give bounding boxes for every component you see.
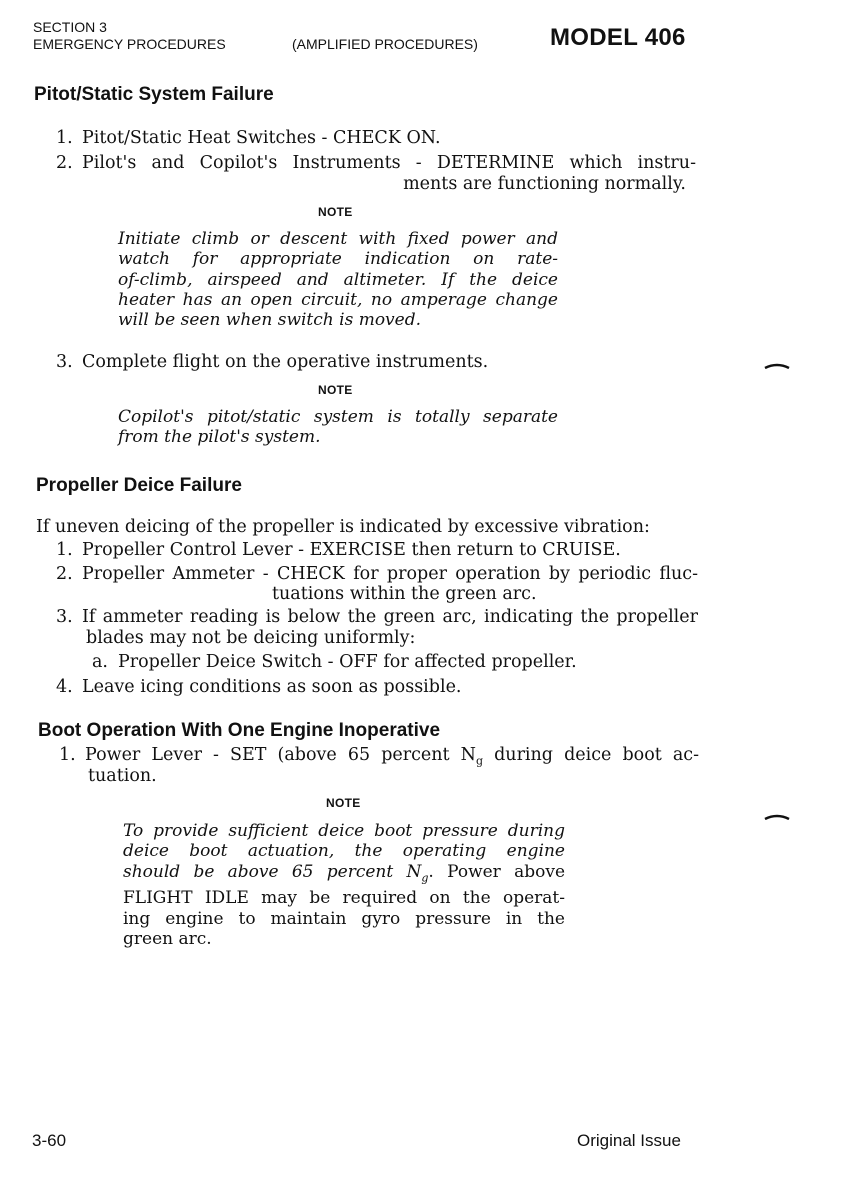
note-line bbox=[123, 862, 565, 889]
step-number: 2. bbox=[56, 153, 73, 173]
note-line: green arc. bbox=[123, 928, 212, 949]
step-text: Power Lever - SET (above 65 percent N bbox=[85, 745, 476, 765]
step-text: Pilot's and Copilot's Instruments - DETERMINE which instru- bbox=[82, 153, 696, 173]
note-line: Initiate climb or descent with fixed power and bbox=[118, 229, 558, 249]
boot-note bbox=[123, 821, 565, 949]
page-number: 3-60 bbox=[32, 1131, 67, 1150]
step-number: 1. bbox=[56, 128, 73, 148]
step-number: 4. bbox=[56, 677, 73, 697]
note-label: NOTE bbox=[326, 796, 361, 810]
subtitle-label: (AMPLIFIED PROCEDURES) bbox=[292, 36, 478, 52]
note-label: NOTE bbox=[318, 205, 353, 219]
prop-section-title: Propeller Deice Failure bbox=[36, 475, 242, 496]
step-number: 2. bbox=[56, 564, 73, 584]
step-text: Complete flight on the operative instruments. bbox=[82, 352, 489, 372]
note-line: deice boot actuation, the operating engine bbox=[123, 841, 565, 862]
prop-step-2 bbox=[56, 563, 698, 585]
subscript: g bbox=[475, 754, 484, 768]
substep-text: Propeller Deice Switch - OFF for affected propeller. bbox=[118, 652, 577, 672]
revision-bar-icon bbox=[764, 363, 790, 369]
issue-label: Original Issue bbox=[577, 1131, 681, 1150]
step-number: 1. bbox=[59, 745, 76, 765]
note-line: of-climb, airspeed and altimeter. If the deice bbox=[118, 269, 558, 290]
step-text: Pitot/Static Heat Switches - CHECK ON. bbox=[82, 128, 441, 148]
note-line: watch for appropriate indication on rate- bbox=[118, 249, 558, 270]
boot-section-title: Boot Operation With One Engine Inoperative bbox=[38, 720, 441, 741]
step-number: 3. bbox=[56, 607, 73, 627]
note-line: from the pilot's system. bbox=[118, 427, 321, 448]
chapter-label: EMERGENCY PROCEDURES bbox=[33, 36, 226, 52]
step-text: during deice boot ac- bbox=[483, 745, 699, 765]
step-text: Propeller Control Lever - EXERCISE then return to CRUISE. bbox=[82, 540, 621, 560]
step-text: Propeller Ammeter - CHECK for proper operation by periodic fluc- bbox=[82, 564, 698, 584]
prop-step-2-cont: tuations within the green arc. bbox=[272, 584, 537, 604]
prop-step-1 bbox=[56, 539, 621, 561]
section-label: SECTION 3 bbox=[33, 19, 107, 35]
prop-step-3-cont: blades may not be deicing uniformly: bbox=[86, 628, 416, 648]
pitot-step-2 bbox=[56, 152, 696, 174]
note-line: ing engine to maintain gyro pressure in the bbox=[123, 908, 565, 929]
step-text: Leave icing conditions as soon as possible. bbox=[82, 677, 462, 697]
note-line: To provide sufficient deice boot pressure during bbox=[123, 821, 565, 841]
note-text: . Power above bbox=[428, 861, 565, 882]
pitot-note-2 bbox=[118, 407, 558, 448]
prop-step-4 bbox=[56, 676, 462, 698]
revision-bar-icon bbox=[764, 814, 790, 820]
note-text: should be above 65 percent N bbox=[123, 861, 422, 882]
subscript: g bbox=[421, 870, 429, 884]
note-line: FLIGHT IDLE may be required on the operat- bbox=[123, 888, 565, 909]
step-number: 1. bbox=[56, 540, 73, 560]
pitot-note-1 bbox=[118, 229, 558, 330]
pitot-section-title: Pitot/Static System Failure bbox=[34, 84, 274, 105]
prop-step-3 bbox=[56, 606, 698, 628]
step-text: If ammeter reading is below the green arc, indicating the propeller bbox=[82, 607, 698, 627]
note-line: heater has an open circuit, no amperage change bbox=[118, 289, 558, 310]
step-number: 3. bbox=[56, 352, 73, 372]
note-label: NOTE bbox=[318, 383, 353, 397]
substep-letter: a. bbox=[92, 652, 108, 672]
boot-step-1-cont: tuation. bbox=[88, 766, 157, 786]
model-title: MODEL 406 bbox=[550, 24, 686, 51]
note-line: will be seen when switch is moved. bbox=[118, 310, 422, 331]
pitot-step-3 bbox=[56, 351, 488, 373]
prop-intro: If uneven deicing of the propeller is indicated by excessive vibration: bbox=[36, 517, 650, 537]
note-line: Copilot's pitot/static system is totally separate bbox=[118, 407, 558, 427]
pitot-step-1 bbox=[56, 127, 441, 149]
pitot-step-2-cont: ments are functioning normally. bbox=[403, 174, 686, 194]
prop-substep-a bbox=[92, 651, 577, 673]
